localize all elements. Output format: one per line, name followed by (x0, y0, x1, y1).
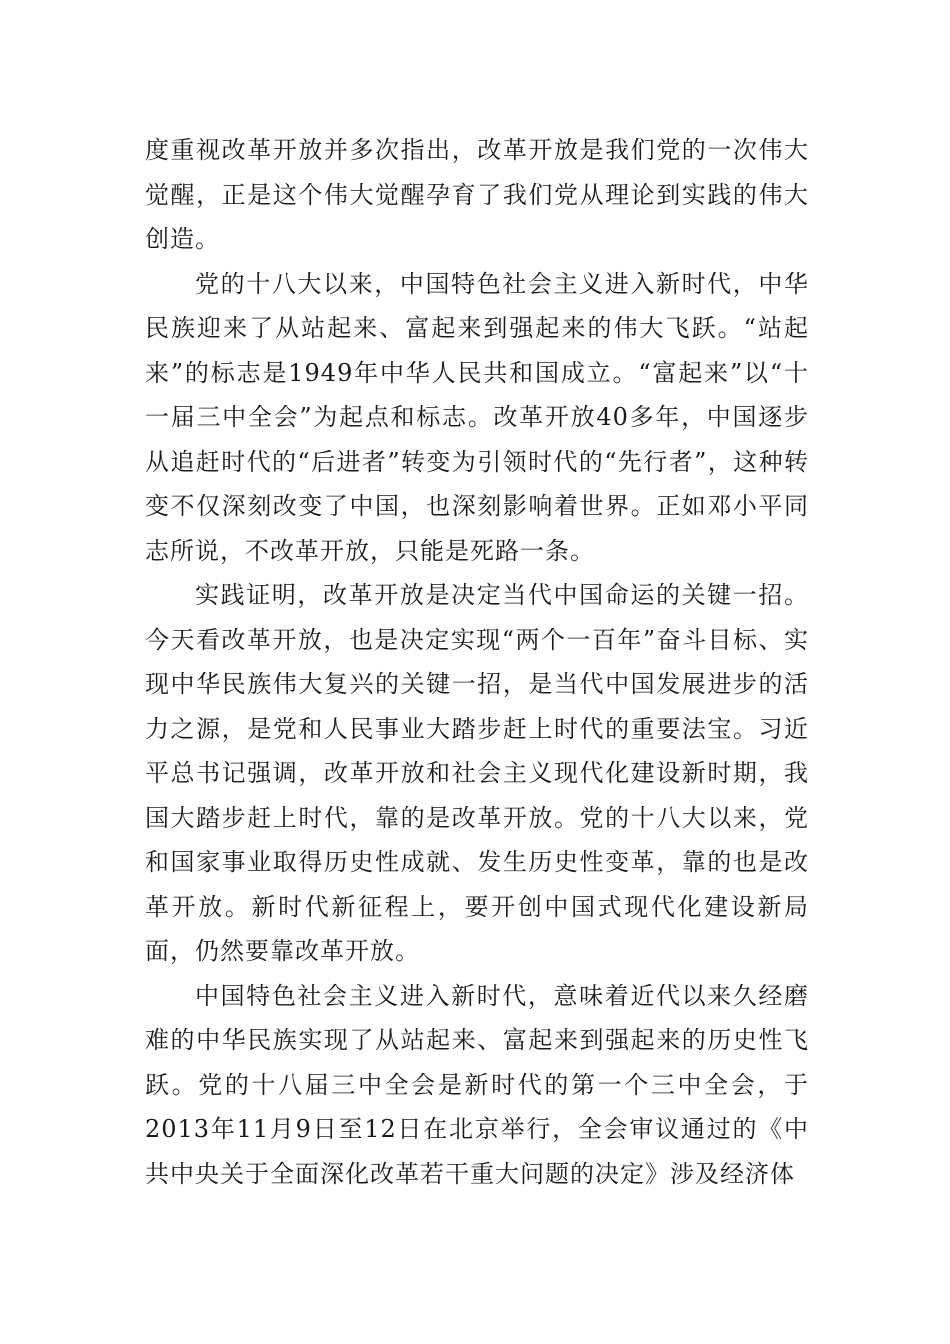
paragraph: 实践证明，改革开放是决定当代中国命运的关键一招。今天看改革开放，也是决定实现“两个一百年”奋斗目标、实现中华民族伟大复兴的关键一招，是当代中国发展进步的活力之源，是党和人民事业大踏步赶上时代的重要法宝。习近平总书记强调，改革开放和社会主义现代化建设新时期，我国大踏步赶上时代，靠的是改革开放。党的十八大以来，党和国家事业取得历史性成就、发生历史性变革，靠的也是改革开放。新时代新征程上，要开创中国式现代化建设新局面，仍然要靠改革开放。 (145, 581, 809, 965)
document-body (145, 128, 809, 1196)
paragraph-continued: 度重视改革开放并多次指出，改革开放是我们党的一次伟大觉醒，正是这个伟大觉醒孕育了我们党从理论到实践的伟大创造。 (145, 136, 809, 253)
paragraph: 党的十八大以来，中国特色社会主义进入新时代，中华民族迎来了从站起来、富起来到强起来的伟大飞跃。“站起来”的标志是1949年中华人民共和国成立。“富起来”以“十一届三中全会”为起点和标志。改革开放40多年，中国逐步从追赶时代的“后进者”转变为引领时代的“先行者”，这种转变不仅深刻改变了中国，也深刻影响着世界。正如邓小平同志所说，不改革开放，只能是死路一条。 (145, 269, 809, 565)
paragraph: 中国特色社会主义进入新时代，意味着近代以来久经磨难的中华民族实现了从站起来、富起来到强起来的历史性飞跃。党的十八届三中全会是新时代的第一个三中全会，于2013年11月9日至12日在北京举行，全会审议通过的《中共中央关于全面深化改革若干重大问题的决定》涉及经济体 (145, 981, 809, 1188)
